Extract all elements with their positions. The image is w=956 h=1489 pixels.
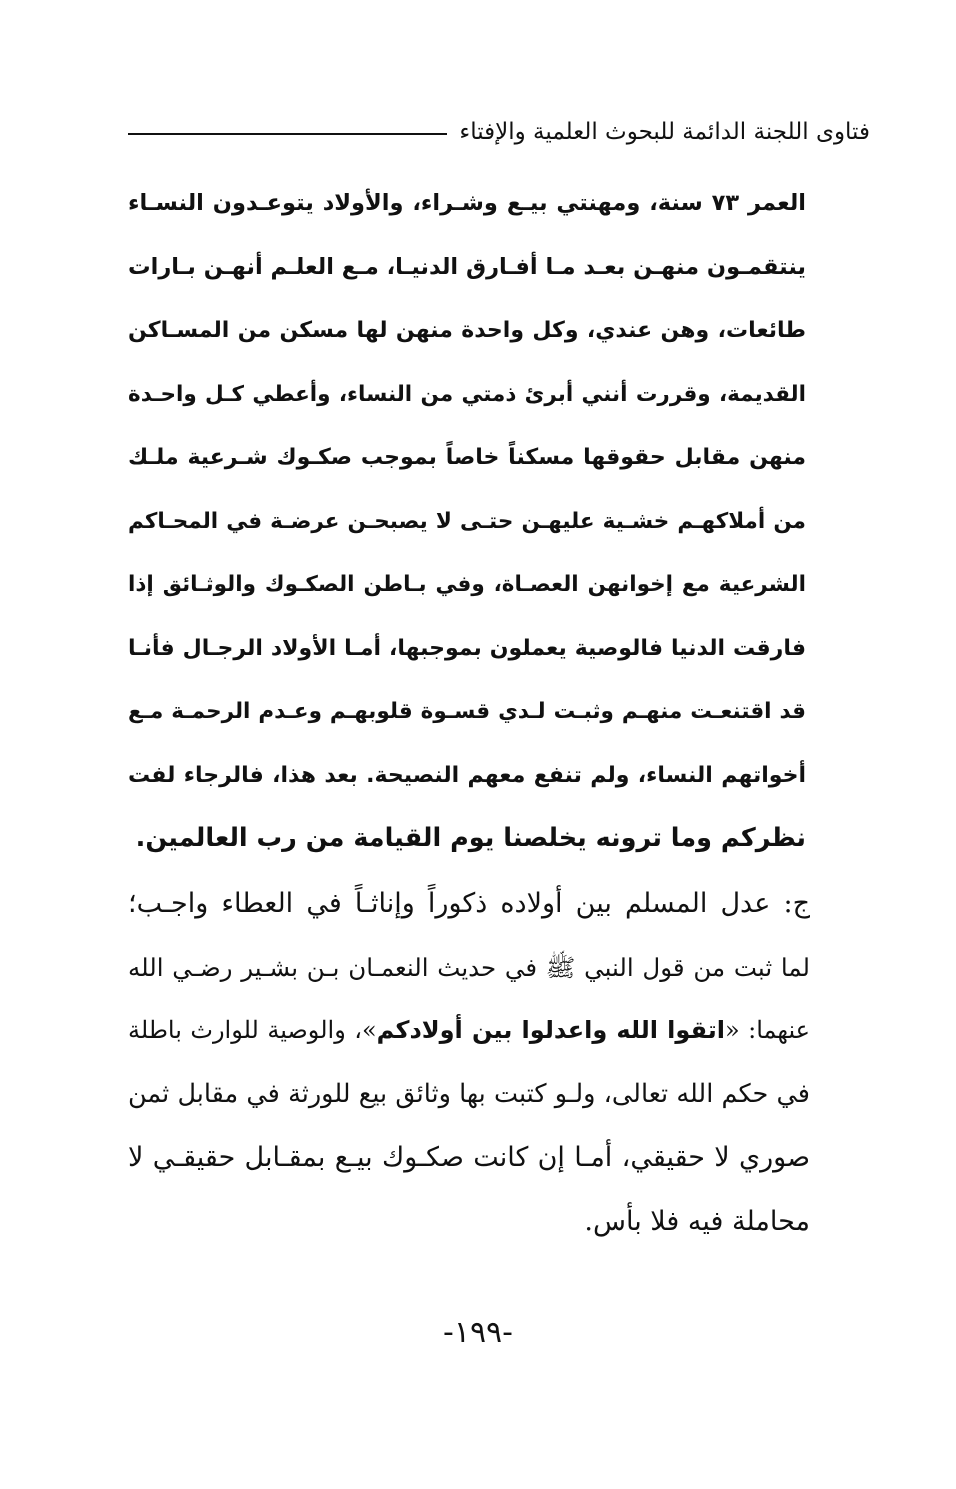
answer-line: لما ثبت من قول النبي ﷺ في حديث النعمـان بـن بشـير رضـي الله xyxy=(128,952,810,982)
question-line: القديمة، وقررت أنني أبرئ ذمتي من النساء، وأعطي كـل واحـدة xyxy=(128,381,806,407)
answer-line: في حكم الله تعالى، ولـو كتبت بها وثائق بيع للورثة في مقابل ثمن xyxy=(128,1078,810,1109)
running-header xyxy=(128,112,870,152)
question-line: فارقت الدنيا فالوصية يعملون بموجبها، أمـا الأولاد الرجـال فأنـا xyxy=(128,635,806,661)
page-number: -١٩٩- xyxy=(443,1315,513,1350)
answer-line: ج: عدل المسلم بين أولاده ذكوراً وإناثـاً في العطاء واجـب؛ xyxy=(128,888,810,919)
answer-line: صوري لا حقيقي، أمـا إن كانت صكـوك بيـع بمقـابل حقيقـي لا xyxy=(128,1142,810,1173)
answer-line xyxy=(128,999,810,1063)
question-line: طائعات، وهن عندي، وكل واحدة منهن لها مسكن من المسـاكن xyxy=(128,318,806,343)
question-line: نظركم وما ترونه يخلصنا يوم القيامة من رب العالمين. xyxy=(135,823,806,853)
answer-line: محاملة فيه فلا بأس. xyxy=(584,1205,810,1237)
question-line: من أملاكهـم خشـية عليهـن حتـى لا يصبحـن عرضـة في المحـاكم xyxy=(128,508,806,534)
header-title: فتاوى اللجنة الدائمة للبحوث العلمية والإفتاء xyxy=(459,119,870,145)
answer-text: »، والوصية للوارث باطلة xyxy=(128,1016,377,1044)
question-line: منهن مقابل حقوقها مسكناً خاصاً بموجب صكـوك شـرعية ملـك xyxy=(128,445,806,470)
question-line: العمر ٧٣ سنة، ومهنتي بيـع وشـراء، والأولاد يتوعـدون النسـاء xyxy=(128,190,806,216)
answer-block xyxy=(128,872,810,1253)
question-line: ينتقمـون منهـن بعـد مـا أفـارق الدنيـا، مـع العلـم أنهـن بـارات xyxy=(128,253,806,280)
answer-text: عنهما: « xyxy=(724,1016,810,1044)
question-line: الشرعية مع إخوانهن العصـاة، وفي بـاطن الصكـوك والوثـائق إذا xyxy=(128,572,806,597)
header-rule xyxy=(128,133,447,135)
question-block xyxy=(128,172,806,871)
hadith-quote: اتقوا الله واعدلوا بين أولادكم xyxy=(376,1016,725,1044)
question-line: أخواتهم النساء، ولم تنفع معهم النصيحة. بعد هذا، فالرجاء لفت xyxy=(128,762,806,788)
question-line: قد اقتنعـت منهـم وثبـت لـدي قسـوة قلوبهـم وعـدم الرحمـة مـع xyxy=(128,699,806,724)
